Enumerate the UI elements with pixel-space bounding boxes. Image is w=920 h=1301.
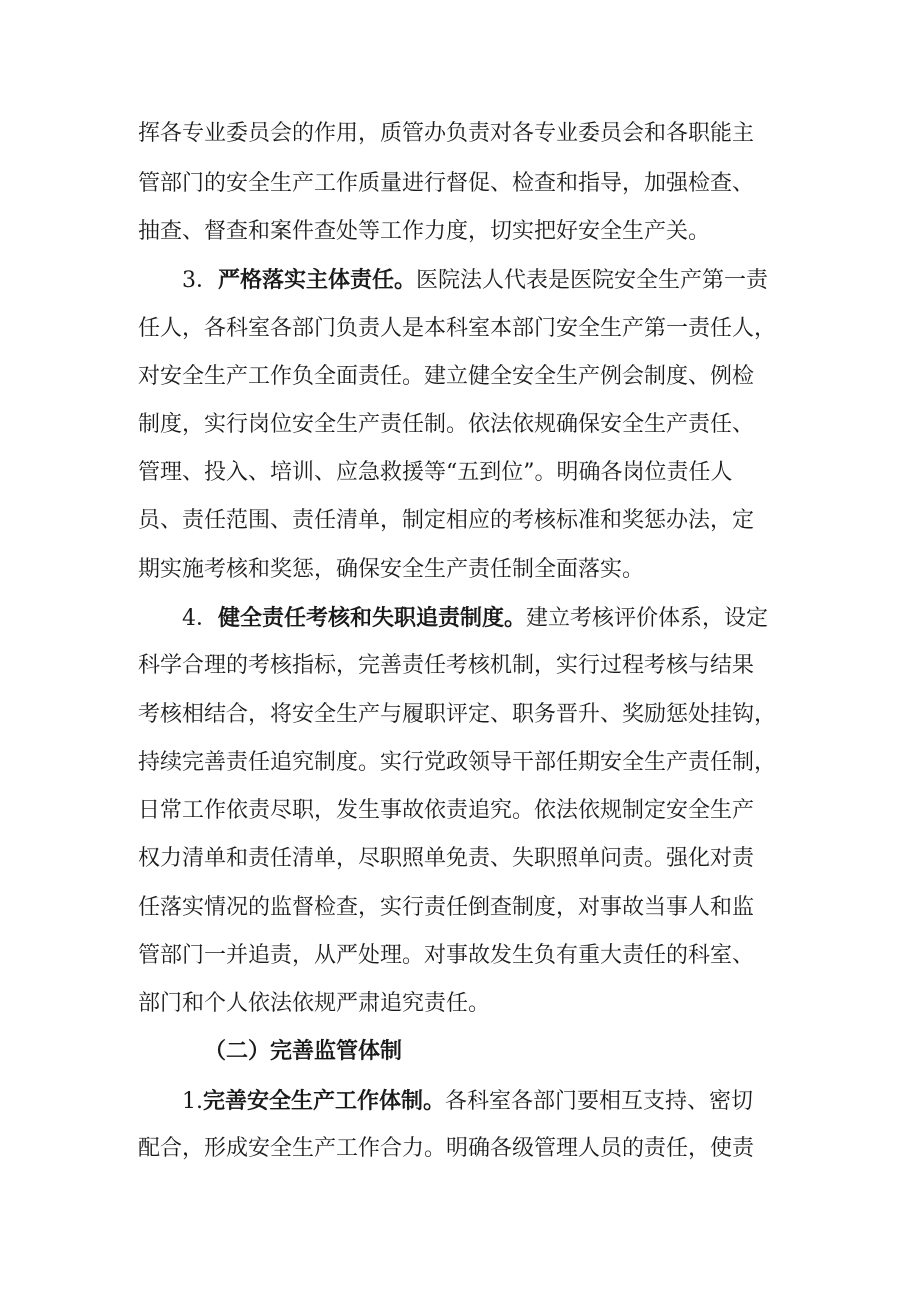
item-4-text: 建立考核评价体系，设定 bbox=[526, 606, 769, 631]
section-heading bbox=[204, 1037, 402, 1067]
paragraph-line: 抽查、督查和案件查处等工作力度，切实把好安全生产关。 bbox=[138, 219, 711, 244]
item-4-first-line bbox=[182, 603, 768, 633]
paragraph-line: 任落实情况的监督检查，实行责任倒查制度，对事故当事人和监 bbox=[138, 895, 755, 920]
paragraph-line: 管部门的安全生产工作质量进行督促、检查和指导，加强检查、 bbox=[138, 171, 755, 196]
paragraph-line: 部门和个人依法依规严肃追究责任。 bbox=[138, 991, 491, 1016]
item-4-heading: 健全责任考核和失职追责制度。 bbox=[218, 605, 527, 631]
section-2-item-1-text: 各科室各部门要相互支持、密切 bbox=[445, 1089, 754, 1114]
section-2-item-1-number: 1. bbox=[182, 1089, 203, 1114]
paragraph-line: 持续完善责任追究制度。实行党政领导干部任期安全生产责任制， bbox=[138, 750, 777, 775]
paragraph-line: 员、责任范围、责任清单，制定相应的考核标准和奖惩办法，定 bbox=[138, 508, 755, 533]
item-3-text: 医院法人代表是医院安全生产第一责 bbox=[416, 268, 769, 293]
paragraph-line: 管部门一并追责，从严处理。对事故发生负有重大责任的科室、 bbox=[138, 943, 755, 968]
paragraph-line: 挥各专业委员会的作用，质管办负责对各专业委员会和各职能主 bbox=[138, 121, 755, 146]
section-2-title: （二）完善监管体制 bbox=[204, 1039, 403, 1064]
paragraph-line: 期实施考核和奖惩，确保安全生产责任制全面落实。 bbox=[138, 557, 645, 582]
item-3-number: 3． bbox=[182, 268, 218, 293]
item-4-number: 4． bbox=[182, 606, 218, 631]
paragraph-line: 日常工作依责尽职，发生事故依责追究。依法依规制定安全生产 bbox=[138, 798, 755, 823]
paragraph-line: 制度，实行岗位安全生产责任制。依法依规确保安全生产责任、 bbox=[138, 412, 755, 437]
item-3-first-line bbox=[182, 265, 768, 295]
paragraph-line: 对安全生产工作负全面责任。建立健全安全生产例会制度、例检 bbox=[138, 364, 755, 389]
paragraph-line: 管理、投入、培训、应急救援等“五到位”。明确各岗位责任人 bbox=[138, 460, 733, 485]
section-2-item-1-first-line bbox=[182, 1086, 753, 1116]
section-2-item-1-heading: 完善安全生产工作体制。 bbox=[203, 1088, 446, 1114]
paragraph-line: 任人，各科室各部门负责人是本科室本部门安全生产第一责任人， bbox=[138, 316, 777, 341]
paragraph-line: 配合，形成安全生产工作合力。明确各级管理人员的责任，使责 bbox=[138, 1136, 755, 1161]
item-3-heading: 严格落实主体责任。 bbox=[218, 267, 417, 293]
paragraph-line: 权力清单和责任清单，尽职照单免责、失职照单问责。强化对责 bbox=[138, 846, 755, 871]
paragraph-line: 考核相结合，将安全生产与履职评定、职务晋升、奖励惩处挂钩， bbox=[138, 702, 777, 727]
paragraph-line: 科学合理的考核指标，完善责任考核机制，实行过程考核与结果 bbox=[138, 653, 755, 678]
